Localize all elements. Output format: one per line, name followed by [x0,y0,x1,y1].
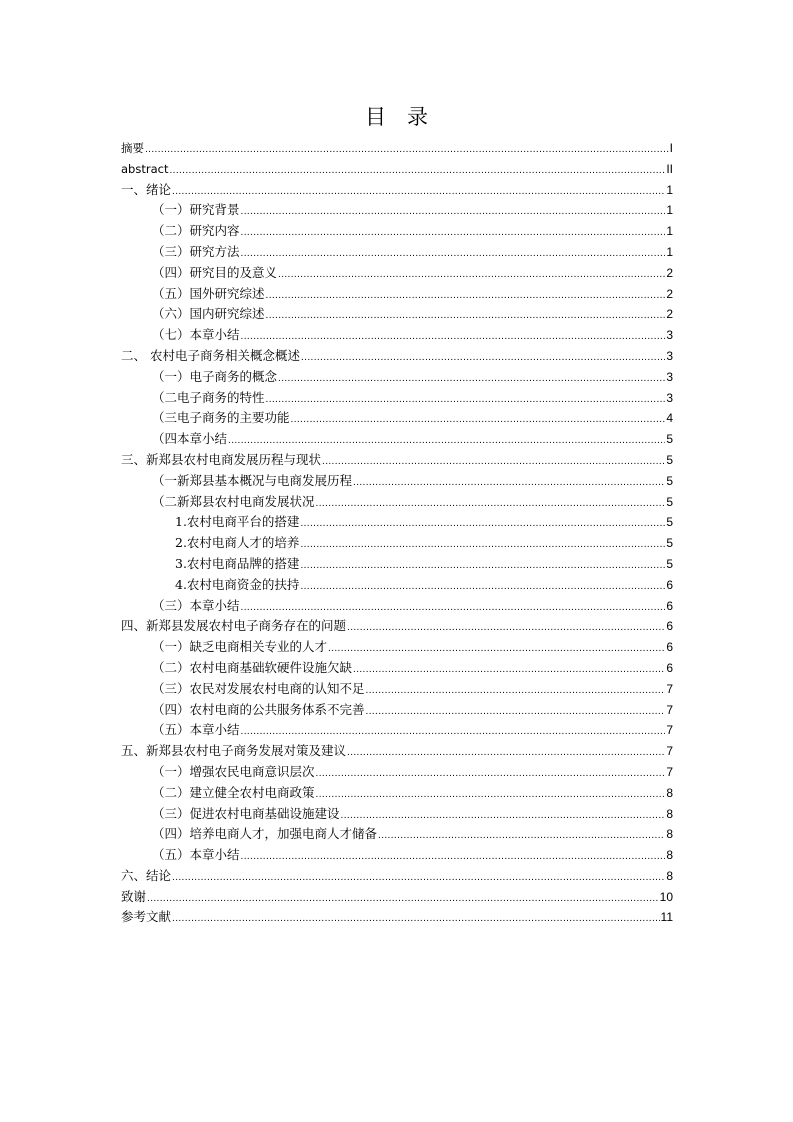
toc-entry[interactable] [121,804,673,825]
toc-entry[interactable] [121,762,673,783]
toc-entry-label: 参考文献 [121,909,172,925]
dot-leader [291,410,666,431]
toc-entry-page-number: 2 [666,286,673,301]
toc-entry-label: （一）研究背景 [152,202,240,218]
toc-entry[interactable] [121,720,673,741]
toc-entry-label: 四、新郑县发展农村电子商务存在的问题 [121,618,347,634]
toc-entry-label: （一）缺乏电商相关专业的人才 [152,639,328,655]
toc-entry-label: 三、新郑县农村电商发展历程与现状 [121,451,322,467]
toc-entry[interactable] [121,263,673,284]
toc-entry-label: （一）增强农民电商意识层次 [152,763,315,779]
dot-leader [147,889,659,910]
toc-entry-page-number: 3 [666,328,673,343]
toc-entry[interactable] [121,616,673,637]
toc-entry[interactable] [121,575,673,596]
dot-leader [172,909,660,930]
toc-entry-page-number: 11 [660,910,673,925]
toc-entry[interactable] [121,471,673,492]
dot-leader [347,743,665,764]
toc-entry-label: （四）培养电商人才，加强电商人才储备 [152,826,378,842]
toc-entry-page-number: 3 [666,348,673,363]
toc-entry-label: 3.农村电商品牌的搭建 [175,555,300,571]
dot-leader [172,182,665,203]
toc-entry[interactable] [121,492,673,513]
dot-leader [366,681,666,702]
toc-entry-page-number: 8 [666,868,673,883]
toc-entry-label: （六）国内研究综述 [152,306,265,322]
toc-entry[interactable] [121,221,673,242]
dot-leader [301,348,665,369]
toc-entry[interactable] [121,637,673,658]
toc-entry[interactable] [121,866,673,887]
toc-entry-label: （七）本章小结 [152,327,240,343]
dot-leader [300,577,665,598]
toc-entry[interactable] [121,533,673,554]
dot-leader [300,556,665,577]
dot-leader [300,535,665,556]
toc-entry[interactable] [121,346,673,367]
toc-entry-page-number: 5 [666,536,673,551]
dot-leader [366,702,666,723]
toc-entry-page-number: 7 [666,681,673,696]
toc-entry-label: （四本章小结 [152,431,228,447]
toc-entry-page-number: 7 [666,723,673,738]
dot-leader [278,265,665,286]
dot-leader [228,431,665,452]
dot-leader [378,826,665,847]
toc-entry[interactable] [121,200,673,221]
table-of-contents [121,138,673,928]
toc-entry[interactable] [121,304,673,325]
dot-leader [241,244,666,265]
toc-entry[interactable] [121,887,673,908]
toc-entry-label: （三）研究方法 [152,243,240,259]
toc-entry-page-number: 2 [666,307,673,322]
toc-entry-page-number: 5 [666,494,673,509]
toc-entry-page-number: 8 [666,806,673,821]
toc-entry-label: （五）本章小结 [152,722,240,738]
toc-entry[interactable] [121,284,673,305]
toc-entry[interactable] [121,138,673,159]
dot-leader [316,785,666,806]
toc-entry-page-number: 6 [666,598,673,613]
page-title: 目 录 [365,105,428,129]
dot-leader [353,473,665,494]
dot-leader [266,390,666,411]
toc-entry-page-number: 8 [666,827,673,842]
toc-entry-page-number: II [666,161,673,176]
toc-entry-page-number: 6 [666,660,673,675]
dot-leader [266,306,666,327]
toc-entry-label: 一、绪论 [121,181,172,197]
dot-leader [278,369,665,390]
dot-leader [347,618,665,639]
toc-entry-page-number: 5 [666,515,673,530]
toc-entry-page-number: I [669,141,673,155]
toc-entry-page-number: 1 [666,244,673,259]
toc-entry-label: （一）电子商务的概念 [152,368,278,384]
dot-leader [241,598,666,619]
toc-entry-page-number: 7 [666,764,673,779]
toc-entry-label: （三）农民对发展农村电商的认知不足 [152,680,365,696]
toc-entry-page-number: 8 [666,848,673,863]
toc-entry-label: 致谢 [121,888,147,904]
toc-entry-page-number: 3 [666,390,673,405]
toc-entry-label: （二新郑县农村电商发展状况 [152,493,315,509]
toc-entry-page-number: 1 [666,182,673,197]
toc-entry-label: （三）促进农村电商基础设施建设 [152,805,340,821]
toc-entry[interactable] [121,450,673,471]
toc-entry[interactable] [121,408,673,429]
toc-entry-page-number: 7 [666,702,673,717]
toc-entry[interactable] [121,741,673,762]
dot-leader [241,722,666,743]
dot-leader [300,514,665,535]
toc-entry-page-number: 5 [666,452,673,467]
toc-entry-page-number: 5 [666,556,673,571]
toc-entry-page-number: 1 [666,224,673,239]
toc-entry-label: （四）研究目的及意义 [152,264,278,280]
toc-entry-page-number: 8 [666,785,673,800]
toc-entry[interactable] [121,554,673,575]
toc-entry[interactable] [121,242,673,263]
toc-entry[interactable] [121,783,673,804]
toc-entry[interactable] [121,658,673,679]
toc-entry[interactable] [121,907,673,928]
dot-leader [316,494,666,515]
dot-leader [172,868,665,889]
toc-entry-label: （二电子商务的特性 [152,389,265,405]
toc-entry-label: 1.农村电商平台的搭建 [175,514,300,530]
toc-entry-label: （一新郑县基本概况与电商发展历程 [152,472,353,488]
dot-leader [266,286,666,307]
toc-entry[interactable] [121,512,673,533]
toc-entry-label: 五、新郑县农村电子商务发展对策及建议 [121,743,347,759]
toc-entry-page-number: 6 [666,619,673,634]
dot-leader [353,660,665,681]
toc-entry-page-number: 7 [666,744,673,759]
toc-entry-label: （五）本章小结 [152,847,240,863]
toc-entry[interactable] [121,845,673,866]
toc-entry-page-number: 6 [666,577,673,592]
toc-entry[interactable] [121,180,673,201]
toc-entry-label: （二）农村电商基础软硬件设施欠缺 [152,659,353,675]
toc-entry-label: （四）农村电商的公共服务体系不完善 [152,701,365,717]
toc-entry[interactable] [121,367,673,388]
toc-entry-page-number: 10 [659,889,673,904]
toc-entry[interactable] [121,824,673,845]
dot-leader [241,223,666,244]
toc-entry-label: 2.农村电商人才的培养 [175,535,300,551]
toc-entry-label: （二）建立健全农村电商政策 [152,784,315,800]
toc-entry-page-number: 5 [666,473,673,488]
toc-entry-label: abstract [121,161,169,176]
dot-leader [241,847,666,868]
toc-entry[interactable] [121,159,673,180]
toc-entry-page-number: 3 [666,369,673,384]
toc-entry-label: （二）研究内容 [152,223,240,239]
toc-entry[interactable] [121,325,673,346]
toc-entry[interactable] [121,700,673,721]
toc-entry-page-number: 4 [666,411,673,426]
toc-entry-label: 4.农村电商资金的扶持 [175,576,300,592]
dot-leader [145,140,669,161]
toc-entry-label: 二、 农村电子商务相关概念概述 [121,347,300,363]
toc-entry-page-number: 6 [666,640,673,655]
dot-leader [241,327,666,348]
toc-entry[interactable] [121,596,673,617]
toc-entry-page-number: 2 [666,265,673,280]
toc-entry-page-number: 5 [666,432,673,447]
dot-leader [341,806,666,827]
toc-entry-label: （三）本章小结 [152,597,240,613]
dot-leader [316,764,666,785]
dot-leader [322,452,665,473]
dot-leader [169,161,665,182]
dot-leader [241,202,666,223]
toc-entry-label: 摘要 [121,141,144,155]
toc-entry[interactable] [121,388,673,409]
toc-entry-label: （五）国外研究综述 [152,285,265,301]
toc-entry-label: （三电子商务的主要功能 [152,410,290,426]
toc-entry-label: 六、结论 [121,867,172,883]
toc-entry[interactable] [121,679,673,700]
toc-entry[interactable] [121,429,673,450]
dot-leader [328,639,665,660]
toc-entry-page-number: 1 [666,203,673,218]
